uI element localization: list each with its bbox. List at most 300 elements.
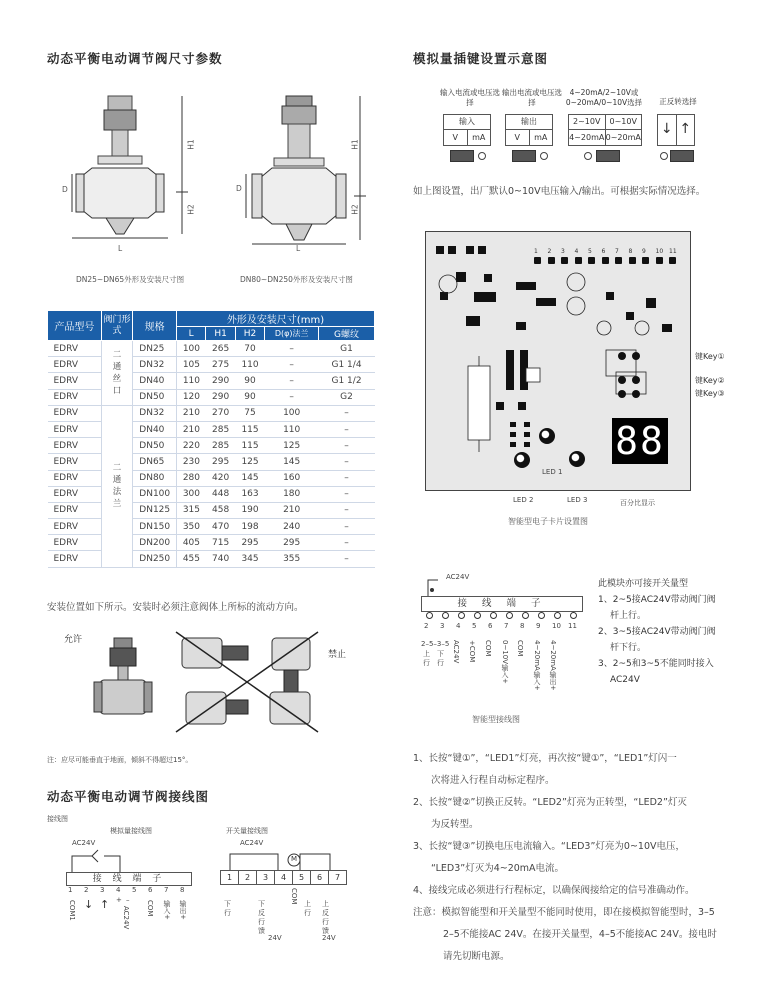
smart-label-ac24v: AC24V <box>452 640 460 664</box>
table-row <box>48 454 375 470</box>
cell-h2: 125 <box>235 454 264 470</box>
note-line: 杆上行。 <box>610 611 647 621</box>
pcb-board <box>425 231 691 491</box>
cell-h1: 285 <box>206 438 235 454</box>
terminal-screw-icon <box>490 612 497 619</box>
terminal-number: 1 <box>68 886 73 894</box>
terminal-screw-icon <box>554 612 561 619</box>
terminal-number: 3 <box>440 622 445 630</box>
cell-size: DN250 <box>133 551 177 567</box>
table-row <box>48 438 375 454</box>
cell-d: – <box>265 373 319 389</box>
jumper2-cap[interactable] <box>512 150 536 162</box>
cell-h2: 90 <box>235 373 264 389</box>
cell-l: 315 <box>176 502 205 518</box>
note-line: 1、2~5接AC24V带动阀门阀 <box>598 595 716 605</box>
instructions <box>413 748 753 968</box>
terminal-number: 6 <box>148 886 153 894</box>
pcb-terminal-pad <box>561 257 568 264</box>
install-forbidden-drawing <box>172 628 322 736</box>
smart-label-input-v: 0~10V输入+ <box>501 640 509 684</box>
cell-d: – <box>265 357 319 373</box>
note-line: 3、2~5和3~5不能同时接入 <box>598 659 714 669</box>
cell-h2: 190 <box>235 502 264 518</box>
terminal-number: 9 <box>536 622 541 630</box>
jumper1-top: 输入 <box>444 115 490 130</box>
analog-label-ac24v: AC24V <box>122 906 130 930</box>
smart-label-input-ma: 4~20mA输入+ <box>533 640 541 691</box>
pcb-terminal-number: 4 <box>574 248 579 255</box>
section-title-jumper: 模拟量插键设置示意图 <box>413 51 549 66</box>
smart-caption: 智能型接线图 <box>472 715 520 724</box>
cell-g: – <box>319 421 375 437</box>
cell-h2: 110 <box>235 357 264 373</box>
caption-large-valve: DN80~DN250外形及安装尺寸图 <box>240 275 353 284</box>
cell-l: 210 <box>176 421 205 437</box>
cell-g: – <box>319 405 375 421</box>
cell-h2: 163 <box>235 486 264 502</box>
cell-h1: 285 <box>206 421 235 437</box>
cell-g: – <box>319 454 375 470</box>
cell-d: 125 <box>265 438 319 454</box>
analog-terminal-strip: 接 线 端 子 <box>66 872 192 886</box>
led1-icon <box>539 428 555 444</box>
cell-size: DN125 <box>133 502 177 518</box>
cell-h1: 458 <box>206 502 235 518</box>
smart-label-l1: 2–5–3–5 <box>421 640 450 648</box>
terminal-number: 7 <box>504 622 509 630</box>
cell-model: EDRV <box>48 486 102 502</box>
switch-terminal: 4 <box>274 870 293 885</box>
th-type: 阀门形式 <box>101 311 132 341</box>
note-line: 2、3~5接AC24V带动阀门阀 <box>598 627 716 637</box>
wiring-caption: 接线图 <box>47 815 68 823</box>
led1-label: LED 1 <box>542 468 563 476</box>
cell-l: 455 <box>176 551 205 567</box>
instruction-line: 2–5不能接AC 24V。在接开关量型，4–5不能接AC 24V。接电时 <box>443 929 717 940</box>
table-row <box>48 502 375 518</box>
instruction-line: 1、长按“键①”，“LED1”灯亮，再次按“键①”，“LED1”灯闪一 <box>413 753 677 764</box>
pcb-terminal-pad <box>534 257 541 264</box>
cell-l: 230 <box>176 454 205 470</box>
jumper3-r1b: 0~10V <box>609 117 637 126</box>
smart-label-com1: COM <box>484 640 492 657</box>
jumper4-cap[interactable] <box>670 150 694 162</box>
terminal-number: 4 <box>116 886 121 894</box>
analog-label-output: 输出+ <box>179 900 187 920</box>
jumper4-open-pin <box>660 152 668 160</box>
arrow-up-icon: ↑ <box>100 898 110 911</box>
th-h1: H1 <box>206 327 235 341</box>
cell-h1: 470 <box>206 519 235 535</box>
instruction-line: “LED3”灯灭为4~20mA电流。 <box>431 863 565 874</box>
terminal-number: 5 <box>472 622 477 630</box>
key3-label: 键Key③ <box>695 389 725 398</box>
cell-model: EDRV <box>48 389 102 405</box>
jumper1-cap[interactable] <box>450 150 474 162</box>
jumper3-r2b: 0~20mA <box>605 133 641 142</box>
cell-h2: 198 <box>235 519 264 535</box>
cell-h1: 270 <box>206 405 235 421</box>
section-title-dimensions: 动态平衡电动调节阀尺寸参数 <box>47 51 223 66</box>
percent-label: 百分比显示 <box>620 499 655 507</box>
smart-label-down: 下行 <box>437 650 444 667</box>
cell-l: 405 <box>176 535 205 551</box>
switch-terminal: 6 <box>310 870 329 885</box>
motor-icon: M <box>291 855 298 863</box>
cell-l: 110 <box>176 373 205 389</box>
switch-notes <box>598 592 716 688</box>
jumper3-cap[interactable] <box>596 150 620 162</box>
cell-model: EDRV <box>48 405 102 421</box>
cell-size: DN80 <box>133 470 177 486</box>
key2-label: 键Key② <box>695 376 725 385</box>
switch-label-down: 下行 <box>224 900 231 917</box>
table-row <box>48 405 375 421</box>
cell-h1: 290 <box>206 373 235 389</box>
analog-ac: AC24V <box>72 839 96 847</box>
terminal-screw-icon <box>522 612 529 619</box>
cell-g: – <box>319 486 375 502</box>
terminal-screw-icon <box>538 612 545 619</box>
spec-table <box>47 310 375 568</box>
th-g: G螺纹 <box>319 327 375 341</box>
smart-terminal-strip: 接 线 端 子 <box>421 596 583 612</box>
th-size: 规格 <box>133 311 177 341</box>
cell-h2: 145 <box>235 470 264 486</box>
cell-h1: 290 <box>206 389 235 405</box>
smart-label-output-ma: 4~20mA输出+ <box>549 640 557 691</box>
terminal-screw-icon <box>570 612 577 619</box>
cell-g: – <box>319 535 375 551</box>
cell-model: EDRV <box>48 551 102 567</box>
smart-label-pcom: +COM <box>468 640 476 663</box>
cell-g: – <box>319 470 375 486</box>
cell-l: 105 <box>176 357 205 373</box>
instruction-line: 次将进入行程自动标定程序。 <box>431 775 555 786</box>
analog-label-com: COM <box>146 900 154 917</box>
cell-h2: 345 <box>235 551 264 567</box>
pcb-terminal-pad <box>642 257 649 264</box>
cell-l: 350 <box>176 519 205 535</box>
arrow-down-icon: ↓ <box>84 898 94 911</box>
smart-label-com2: COM <box>516 640 524 657</box>
terminal-number: 6 <box>488 622 493 630</box>
cell-model: EDRV <box>48 357 102 373</box>
pcb-terminal-number: 7 <box>615 248 619 255</box>
terminal-number: 8 <box>520 622 525 630</box>
analog-minus: – <box>126 896 130 904</box>
cell-l: 220 <box>176 438 205 454</box>
led2-icon <box>514 452 530 468</box>
cell-g: – <box>319 519 375 535</box>
instruction-line: 请先切断电源。 <box>443 951 510 962</box>
install-allowed-drawing <box>92 636 156 726</box>
cell-model: EDRV <box>48 470 102 486</box>
cell-h1: 448 <box>206 486 235 502</box>
cell-l: 120 <box>176 389 205 405</box>
cell-d: 100 <box>265 405 319 421</box>
smart-ac: AC24V <box>446 573 470 581</box>
cell-h1: 715 <box>206 535 235 551</box>
jumper3-open-pin <box>584 152 592 160</box>
cell-model: EDRV <box>48 421 102 437</box>
cell-h1: 420 <box>206 470 235 486</box>
allow-label: 允许 <box>64 635 83 645</box>
instruction-line: 3、长按“键③”切换电压电流输入。“LED3”灯亮为0~10V电压， <box>413 841 685 852</box>
cell-model: EDRV <box>48 373 102 389</box>
table-row <box>48 535 375 551</box>
cell-g: G1 <box>319 341 375 357</box>
terminal-screw-icon <box>474 612 481 619</box>
switch-title: 开关量接线图 <box>226 827 268 835</box>
cell-d: – <box>265 389 319 405</box>
cell-l: 100 <box>176 341 205 357</box>
pcb-terminal-number: 11 <box>669 248 677 255</box>
analog-title: 模拟量接线图 <box>110 827 152 835</box>
cell-size: DN32 <box>133 357 177 373</box>
cell-d: 145 <box>265 454 319 470</box>
cell-g: G1 1/2 <box>319 373 375 389</box>
cell-g: G2 <box>319 389 375 405</box>
terminal-number: 10 <box>552 622 561 630</box>
instruction-line: 2、长按“键②”切换正反转。“LED2”灯亮为正转型，“LED2”灯灭 <box>413 797 687 808</box>
pcb-terminal-pad <box>669 257 676 264</box>
jumper1-v: V <box>444 130 468 145</box>
dim-label-h1-large: H1 <box>350 139 360 150</box>
cell-l: 280 <box>176 470 205 486</box>
table-row <box>48 389 375 405</box>
valve-drawing-large <box>226 92 376 258</box>
dim-label-h2: H2 <box>186 204 196 215</box>
cell-type-flange: 二通法兰 <box>101 405 132 567</box>
jumper3-title: 4~20mA/2~10V或0~20mA/0~10V选择 <box>565 88 643 107</box>
cell-size: DN40 <box>133 421 177 437</box>
cell-size: DN50 <box>133 389 177 405</box>
jumper1-open-pin <box>478 152 486 160</box>
cell-h1: 265 <box>206 341 235 357</box>
cell-model: EDRV <box>48 519 102 535</box>
switch-label-com: COM <box>290 888 298 905</box>
terminal-number: 8 <box>180 886 185 894</box>
cell-size: DN100 <box>133 486 177 502</box>
table-row <box>48 519 375 535</box>
cell-d: 180 <box>265 486 319 502</box>
dim-label-l: L <box>118 244 123 253</box>
led3-label: LED 3 <box>567 496 588 504</box>
arrow-up-icon: ↑ <box>679 121 692 137</box>
pcb-terminal-pad <box>588 257 595 264</box>
cell-d: – <box>265 341 319 357</box>
table-row <box>48 373 375 389</box>
terminal-screw-icon <box>442 612 449 619</box>
jumper3-r1a: 2~10V <box>569 115 606 129</box>
table-row <box>48 357 375 373</box>
valve-drawing-small <box>52 88 202 258</box>
cell-d: 295 <box>265 535 319 551</box>
key1-label: 键Key① <box>695 352 725 361</box>
cell-h2: 115 <box>235 421 264 437</box>
jumper2-v: V <box>506 130 530 145</box>
smart-terminal-numbers <box>421 612 581 636</box>
cell-size: DN150 <box>133 519 177 535</box>
default-setting-text: 如上图设置，出厂默认0~10V电压输入/输出。可根据实际情况选择。 <box>413 186 706 197</box>
pcb-terminal-number: 5 <box>588 248 592 255</box>
note-line: 杆下行。 <box>610 643 647 653</box>
cell-d: 355 <box>265 551 319 567</box>
install-note: 注：应尽可能垂直于地面，倾斜不得超过15°。 <box>47 756 193 764</box>
dim-label-h2-large: H2 <box>350 204 360 215</box>
terminal-number: 2 <box>424 622 429 630</box>
terminal-number: 7 <box>164 886 169 894</box>
cell-size: DN32 <box>133 405 177 421</box>
cell-h2: 295 <box>235 535 264 551</box>
switch-terminal: 1 <box>220 870 239 885</box>
jumper2-title: 输出电流或电压选择 <box>502 88 562 107</box>
jumper2-box <box>505 114 553 146</box>
switch-terminal: 5 <box>292 870 311 885</box>
terminal-number: 2 <box>84 886 89 894</box>
cell-g: G1 1/4 <box>319 357 375 373</box>
th-d: D(φ)法兰 <box>265 327 319 341</box>
jumper4-title: 正反转选择 <box>659 97 697 106</box>
smart-label-up: 上行 <box>423 650 430 667</box>
led3-icon <box>569 451 585 467</box>
jumper2-ma: mA <box>534 133 548 142</box>
cell-model: EDRV <box>48 341 102 357</box>
percent-display: 88 <box>612 418 668 464</box>
pcb-terminal-pad <box>602 257 609 264</box>
analog-label-com1: COM1 <box>68 900 76 921</box>
terminal-screw-icon <box>458 612 465 619</box>
cell-g: – <box>319 551 375 567</box>
jumper2-open-pin <box>540 152 548 160</box>
switch-label-up: 上行 <box>304 900 311 917</box>
cell-h2: 75 <box>235 405 264 421</box>
pcb-caption: 智能型电子卡片设置图 <box>508 517 588 526</box>
instruction-line: 为反转型。 <box>431 819 479 830</box>
forbid-label: 禁止 <box>328 650 347 660</box>
terminal-number: 3 <box>100 886 105 894</box>
switch-ac: AC24V <box>240 839 264 847</box>
terminal-number: 5 <box>132 886 137 894</box>
cell-type-thread: 二通丝口 <box>101 341 132 406</box>
instruction-line: 4、接线完成必须进行行程标定，以确保阀接给定的信号准确动作。 <box>413 885 695 896</box>
pcb-terminal-number: 8 <box>628 248 633 255</box>
switch-label-fb1: 下反行馈 <box>258 900 265 935</box>
cell-h1: 275 <box>206 357 235 373</box>
cell-model: EDRV <box>48 535 102 551</box>
jumper1-ma: mA <box>472 133 486 142</box>
led2-label: LED 2 <box>513 496 534 504</box>
switch-v2: 24V <box>322 934 336 942</box>
jumper4-box <box>657 114 695 146</box>
dim-label-d-large: D <box>236 184 242 193</box>
cell-d: 240 <box>265 519 319 535</box>
cell-size: DN65 <box>133 454 177 470</box>
dim-label-h1: H1 <box>186 139 196 150</box>
table-row <box>48 551 375 567</box>
switch-terminal: 2 <box>238 870 257 885</box>
dim-label-d: D <box>62 185 68 194</box>
cell-d: 110 <box>265 421 319 437</box>
pcb-terminal-number: 2 <box>547 248 552 255</box>
analog-label-input: 输入+ <box>163 900 171 920</box>
th-l: L <box>176 327 205 341</box>
caption-small-valve: DN25~DN65外形及安装尺寸图 <box>76 275 185 284</box>
cell-d: 210 <box>265 502 319 518</box>
cell-h2: 70 <box>235 341 264 357</box>
pcb-terminal-pad <box>629 257 636 264</box>
pcb-terminal-pad <box>656 257 663 264</box>
pcb-terminal-number: 10 <box>655 248 664 255</box>
jumper3-box <box>568 114 642 146</box>
analog-plus: + <box>116 896 122 904</box>
cell-size: DN25 <box>133 341 177 357</box>
pcb-terminal-pad <box>548 257 555 264</box>
cell-model: EDRV <box>48 454 102 470</box>
terminal-screw-icon <box>426 612 433 619</box>
cell-size: DN40 <box>133 373 177 389</box>
cell-l: 210 <box>176 405 205 421</box>
dim-label-l-large: L <box>296 244 301 253</box>
th-model: 产品型号 <box>48 311 102 341</box>
pcb-terminal-pad <box>615 257 622 264</box>
jumper1-title: 输入电流或电压选择 <box>440 88 500 107</box>
th-group: 外形及安装尺寸(mm) <box>176 311 374 327</box>
arrow-down-icon: ↓ <box>658 115 677 145</box>
jumper2-top: 输出 <box>506 115 552 130</box>
table-row <box>48 486 375 502</box>
cell-h2: 115 <box>235 438 264 454</box>
cell-size: DN50 <box>133 438 177 454</box>
cell-size: DN200 <box>133 535 177 551</box>
terminal-screw-icon <box>506 612 513 619</box>
terminal-number: 4 <box>456 622 461 630</box>
jumper3-r2a: 4~20mA <box>569 130 606 145</box>
section-title-wiring: 动态平衡电动调节阀接线图 <box>47 789 210 804</box>
pcb-terminal-number: 9 <box>642 248 646 255</box>
switch-label-fb2: 上反行馈 <box>322 900 329 935</box>
cell-model: EDRV <box>48 502 102 518</box>
switch-terminal-strip <box>220 870 346 884</box>
cell-h2: 90 <box>235 389 264 405</box>
cell-d: 160 <box>265 470 319 486</box>
th-h2: H2 <box>235 327 264 341</box>
terminal-number: 11 <box>568 622 577 630</box>
table-row <box>48 470 375 486</box>
analog-terminal-labels <box>66 896 190 944</box>
table-row <box>48 341 375 357</box>
cell-g: – <box>319 438 375 454</box>
switch-v1: 24V <box>268 934 282 942</box>
instruction-line: 注意：模拟智能型和开关量型不能同时使用，即在接模拟智能型时，3–5 <box>413 907 715 918</box>
pcb-terminal-number: 3 <box>561 248 565 255</box>
cell-l: 300 <box>176 486 205 502</box>
install-text: 安装位置如下所示。安装时必须注意阀体上所标的流动方向。 <box>47 602 304 613</box>
cell-h1: 295 <box>206 454 235 470</box>
cell-model: EDRV <box>48 438 102 454</box>
switch-terminal: 3 <box>256 870 275 885</box>
jumper1-box <box>443 114 491 146</box>
smart-wiring-lines <box>418 576 488 598</box>
pcb-terminal-row <box>534 248 684 268</box>
pcb-terminal-pad <box>575 257 582 264</box>
pcb-terminal-number: 6 <box>601 248 606 255</box>
pcb-terminal-number: 1 <box>534 248 538 255</box>
switch-terminal: 7 <box>328 870 347 885</box>
switch-note-title: 此模块亦可接开关量型 <box>598 579 689 589</box>
